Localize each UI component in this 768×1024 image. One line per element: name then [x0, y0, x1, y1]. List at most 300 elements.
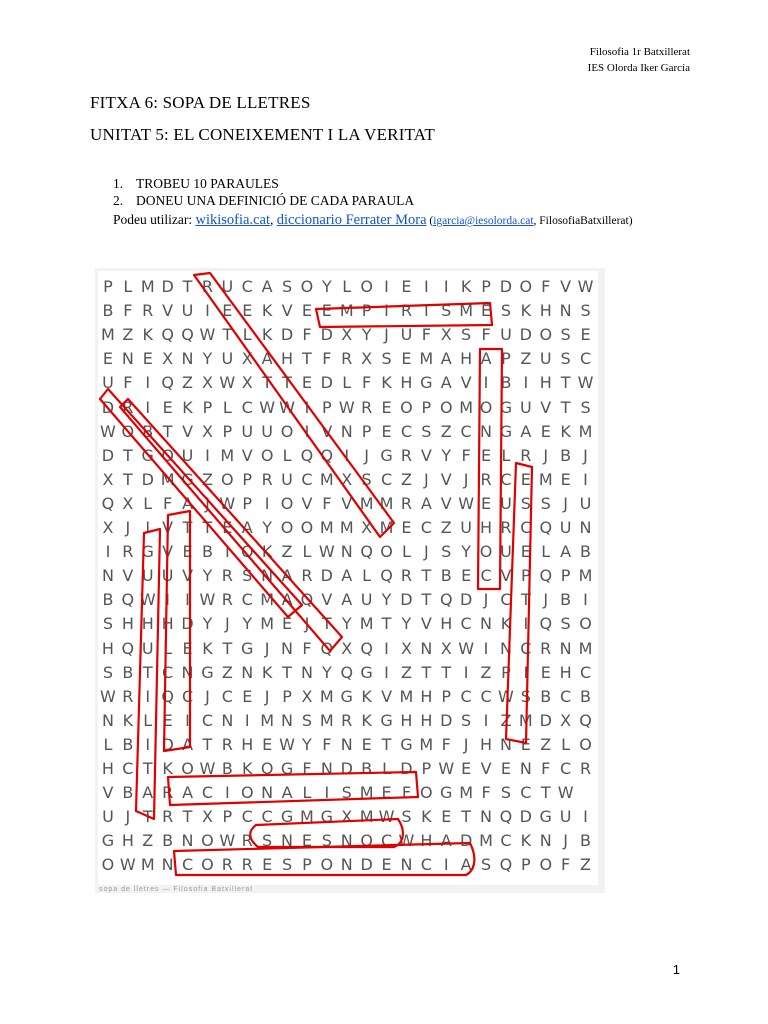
grid-letter: N: [281, 831, 294, 851]
grid-letter: M: [578, 566, 593, 586]
grid-letter: B: [122, 783, 134, 803]
grid-letter: C: [500, 590, 512, 610]
grid-letter: L: [501, 445, 511, 465]
grid-letter: I: [185, 710, 190, 730]
grid-letter: P: [322, 397, 332, 417]
grid-letter: Z: [400, 469, 412, 489]
grid-letter: A: [440, 349, 452, 369]
grid-letter: N: [281, 710, 294, 730]
grid-letter: X: [400, 638, 412, 658]
grid-letter: J: [364, 445, 369, 465]
grid-letter: I: [145, 397, 151, 417]
grid-letter: B: [560, 590, 572, 610]
grid-letter: S: [421, 421, 432, 441]
grid-letter: U: [141, 566, 154, 586]
grid-letter: N: [181, 831, 194, 851]
grid-letter: Q: [499, 807, 513, 827]
grid-letter: O: [439, 397, 453, 417]
grid-letter: D: [400, 590, 413, 610]
grid-letter: I: [344, 445, 350, 465]
grid-letter: Y: [381, 590, 392, 610]
grid-letter: C: [122, 759, 134, 778]
grid-letter: N: [101, 566, 114, 586]
grid-letter: Z: [580, 855, 592, 875]
grid-letter: E: [401, 277, 412, 296]
grid-letter: C: [579, 349, 592, 369]
grid-letter: R: [221, 855, 233, 875]
grid-letter: P: [222, 807, 233, 827]
grid-letter: O: [181, 759, 194, 778]
grid-letter: F: [123, 301, 133, 321]
grid-letter: G: [539, 807, 552, 827]
grid-letter: K: [560, 421, 571, 441]
grid-letter: O: [320, 855, 334, 875]
grid-letter: U: [181, 445, 194, 465]
puzzle-credit: sopa de lletres — Filosofia Batxillerat: [99, 886, 254, 893]
grid-letter: M: [319, 469, 334, 489]
grid-letter: I: [145, 734, 151, 754]
grid-letter: B: [201, 542, 213, 562]
grid-letter: T: [262, 373, 273, 393]
grid-letter: V: [321, 421, 333, 441]
grid-letter: J: [423, 542, 429, 562]
grid-letter: P: [501, 349, 511, 369]
grid-letter: M: [260, 590, 275, 610]
grid-letter: I: [583, 469, 588, 489]
grid-letter: O: [240, 783, 254, 803]
grid-letter: M: [101, 325, 115, 345]
grid-letter: Z: [142, 831, 154, 851]
grid-letter: E: [401, 349, 412, 369]
grid-letter: S: [341, 783, 352, 803]
grid-letter: R: [361, 397, 373, 417]
grid-letter: R: [142, 301, 154, 321]
grid-letter: M: [260, 614, 275, 634]
grid-letter: D: [499, 277, 513, 296]
grid-letter: G: [360, 662, 373, 682]
grid-letter: Q: [101, 493, 115, 513]
grid-letter: S: [500, 783, 512, 803]
grid-letter: F: [441, 734, 451, 754]
grid-letter: O: [260, 445, 274, 465]
grid-letter: N: [181, 349, 194, 369]
grid-letter: W: [398, 831, 415, 851]
grid-letter: Z: [122, 325, 134, 345]
grid-letter: U: [500, 493, 512, 513]
grid-letter: N: [559, 638, 572, 658]
grid-letter: U: [102, 373, 114, 393]
grid-letter: I: [145, 518, 151, 537]
grid-letter: J: [205, 493, 210, 513]
grid-letter: B: [122, 662, 134, 682]
grid-letter: W: [139, 590, 156, 610]
grid-letter: C: [520, 638, 532, 658]
grid-letter: S: [540, 493, 551, 513]
grid-letter: Q: [539, 614, 553, 634]
grid-letter: C: [241, 807, 253, 827]
grid-letter: G: [280, 759, 294, 778]
grid-letter: D: [161, 734, 174, 754]
grid-letter: V: [440, 469, 452, 489]
grid-letter: M: [319, 710, 334, 730]
grid-letter: K: [122, 710, 134, 730]
grid-letter: M: [379, 493, 394, 513]
grid-letter: R: [400, 445, 412, 465]
grid-letter: T: [421, 590, 432, 610]
grid-letter: P: [441, 686, 452, 706]
grid-letter: A: [420, 493, 432, 513]
grid-letter: R: [579, 759, 592, 778]
grid-letter: L: [362, 566, 372, 586]
grid-letter: E: [242, 301, 253, 321]
grid-letter: W: [199, 759, 216, 778]
grid-letter: N: [340, 734, 353, 754]
grid-letter: A: [182, 734, 194, 754]
grid-letter: H: [101, 759, 114, 778]
grid-letter: I: [384, 301, 389, 321]
grid-letter: T: [222, 638, 233, 658]
grid-letter: Y: [461, 542, 472, 562]
grid-letter: P: [302, 855, 312, 875]
grid-letter: I: [423, 277, 429, 296]
grid-letter: B: [162, 831, 174, 851]
grid-letter: L: [143, 493, 153, 513]
grid-letter: F: [481, 325, 491, 345]
grid-letter: V: [182, 421, 194, 441]
grid-letter: Q: [320, 445, 334, 465]
grid-letter: W: [219, 493, 236, 513]
grid-letter: X: [201, 421, 213, 441]
grid-letter: M: [160, 469, 175, 489]
grid-letter: E: [540, 421, 551, 441]
grid-letter: W: [557, 783, 574, 803]
grid-letter: P: [521, 855, 531, 875]
ferrater-mora-link[interactable]: diccionario Ferrater Mora: [276, 212, 427, 228]
grid-letter: E: [441, 807, 452, 827]
grid-letter: R: [122, 397, 134, 417]
grid-letter: Y: [321, 277, 332, 296]
grid-letter: S: [560, 349, 571, 369]
contact-rest: , FilosofiaBatxillerat): [533, 215, 633, 227]
grid-letter: S: [580, 397, 591, 417]
grid-letter: R: [122, 542, 134, 562]
grid-letter: O: [420, 783, 433, 803]
grid-letter: G: [141, 445, 154, 465]
grid-letter: F: [322, 734, 332, 754]
grid-letter: J: [384, 325, 389, 345]
grid-letter: A: [440, 373, 452, 393]
grid-letter: R: [400, 493, 412, 513]
grid-letter: A: [560, 542, 572, 562]
grid-letter: H: [101, 638, 114, 658]
grid-letter: F: [401, 783, 412, 803]
header-course: Filosofia 1r Batxillerat: [589, 46, 690, 58]
grid-letter: R: [201, 277, 213, 296]
grid-letter: S: [480, 855, 492, 875]
grid-letter: X: [102, 469, 114, 489]
grid-letter: L: [302, 783, 312, 803]
grid-letter: P: [242, 493, 253, 513]
grid-letter: E: [381, 397, 392, 417]
grid-letter: O: [479, 397, 493, 417]
grid-letter: S: [580, 301, 591, 321]
grid-letter: C: [241, 277, 253, 296]
grid-letter: D: [101, 445, 115, 465]
grid-letter: U: [261, 421, 273, 441]
grid-letter: F: [163, 493, 173, 513]
grid-letter: C: [500, 469, 512, 489]
grid-letter: K: [520, 831, 532, 851]
grid-letter: C: [400, 421, 413, 441]
grid-letter: E: [142, 349, 153, 369]
instruction-number: 2.: [113, 193, 124, 208]
grid-letter: P: [361, 421, 372, 441]
grid-letter: O: [539, 855, 553, 875]
grid-letter: A: [261, 349, 273, 369]
grid-letter: V: [460, 373, 472, 393]
resources-prefix: Podeu utilizar:: [113, 212, 196, 227]
grid-letter: I: [224, 542, 230, 562]
grid-letter: C: [201, 783, 214, 803]
grid-letter: Y: [262, 518, 273, 537]
grid-letter: R: [241, 831, 253, 851]
grid-letter: H: [241, 734, 254, 754]
grid-letter: J: [543, 445, 549, 465]
grid-letter: N: [340, 542, 353, 562]
grid-letter: D: [181, 614, 194, 634]
grid-letter: M: [359, 614, 374, 634]
grid-letter: L: [342, 277, 352, 296]
grid-letter: I: [304, 397, 310, 417]
grid-letter: J: [463, 469, 469, 489]
grid-letter: P: [242, 469, 253, 489]
grid-letter: F: [302, 325, 312, 345]
grid-letter: S: [560, 614, 571, 634]
grid-letter: V: [321, 590, 333, 610]
grid-letter: E: [262, 855, 273, 875]
grid-letter: Y: [361, 325, 372, 345]
resources-contact: [427, 215, 633, 227]
grid-letter: I: [583, 590, 588, 610]
grid-letter: C: [520, 783, 532, 803]
grid-letter: Z: [500, 710, 512, 730]
grid-letter: D: [320, 373, 333, 393]
grid-letter: H: [141, 614, 154, 634]
grid-letter: E: [500, 759, 511, 778]
grid-letter: G: [141, 542, 154, 562]
grid-letter: E: [540, 662, 551, 682]
grid-letter: N: [221, 710, 234, 730]
grid-letter: L: [382, 759, 391, 778]
grid-letter: A: [480, 349, 492, 369]
grid-letter: U: [141, 638, 154, 658]
grid-letter: E: [301, 831, 312, 851]
grid-letter: J: [304, 614, 310, 634]
grid-letter: T: [441, 662, 452, 682]
grid-letter: F: [322, 493, 332, 513]
grid-letter: U: [221, 349, 234, 369]
grid-letter: T: [321, 614, 332, 634]
grid-letter: L: [302, 542, 312, 562]
grid-letter: E: [222, 518, 233, 537]
grid-letter: N: [340, 831, 353, 851]
grid-letter: C: [460, 614, 472, 634]
grid-letter: D: [440, 710, 453, 730]
grid-letter: H: [121, 614, 134, 634]
grid-letter: Q: [380, 566, 393, 586]
grid-letter: F: [541, 277, 551, 296]
grid-letter: L: [401, 542, 411, 562]
instruction-list: [113, 175, 414, 209]
grid-letter: P: [421, 759, 432, 778]
grid-letter: S: [560, 325, 571, 345]
grid-letter: E: [480, 445, 492, 465]
grid-letter: N: [539, 831, 552, 851]
grid-letter: S: [520, 686, 531, 706]
grid-letter: L: [222, 397, 232, 417]
grid-letter: O: [280, 493, 294, 513]
grid-letter: X: [361, 349, 373, 369]
grid-letter: Q: [579, 710, 592, 730]
grid-letter: J: [224, 614, 230, 634]
grid-letter: T: [142, 807, 153, 827]
grid-letter: O: [539, 325, 553, 345]
grid-letter: N: [300, 662, 313, 682]
grid-letter: E: [381, 421, 392, 441]
grid-letter: V: [420, 614, 432, 634]
grid-letter: U: [559, 518, 572, 537]
grid-letter: T: [182, 277, 193, 296]
grid-letter: V: [480, 759, 492, 778]
grid-letter: C: [241, 590, 253, 610]
grid-letter: W: [438, 759, 455, 778]
grid-letter: X: [241, 373, 253, 393]
grid-letter: L: [541, 542, 551, 562]
grid-letter: H: [121, 831, 134, 851]
grid-letter: H: [281, 349, 294, 369]
grid-letter: M: [359, 807, 374, 827]
grid-letter: I: [384, 662, 389, 682]
grid-letter: X: [201, 807, 213, 827]
grid-letter: M: [260, 710, 275, 730]
grid-letter: D: [360, 855, 373, 875]
grid-letter: Q: [360, 638, 373, 658]
grid-letter: M: [140, 277, 155, 296]
grid-letter: Q: [121, 638, 135, 658]
grid-letter: X: [440, 325, 452, 345]
grid-letter: A: [281, 783, 293, 803]
grid-letter: Y: [441, 445, 452, 465]
grid-letter: I: [224, 783, 230, 803]
grid-letter: M: [359, 493, 374, 513]
grid-letter: Q: [539, 518, 553, 537]
grid-letter: I: [483, 638, 489, 658]
grid-letter: D: [280, 325, 294, 345]
grid-letter: M: [419, 349, 434, 369]
grid-letter: D: [539, 710, 552, 730]
grid-letter: O: [300, 518, 314, 537]
email-link[interactable]: igarcia@iesolorda.cat: [433, 215, 534, 227]
grid-letter: F: [561, 855, 571, 875]
grid-letter: T: [202, 734, 213, 754]
grid-letter: V: [540, 397, 552, 417]
grid-letter: J: [125, 807, 131, 827]
grid-letter: I: [145, 373, 151, 393]
grid-letter: O: [280, 518, 294, 537]
grid-letter: I: [423, 301, 429, 321]
grid-letter: R: [162, 807, 174, 827]
grid-letter: E: [381, 855, 392, 875]
grid-letter: K: [261, 325, 273, 345]
grid-letter: Z: [400, 662, 412, 682]
grid-letter: V: [281, 301, 293, 321]
wikisofia-link[interactable]: wikisofia.cat: [195, 212, 270, 228]
contact-open: (: [426, 215, 434, 227]
grid-letter: L: [342, 373, 352, 393]
grid-letter: Y: [242, 614, 253, 634]
grid-letter: M: [578, 638, 593, 658]
resources-separator: ,: [269, 212, 277, 227]
grid-letter: G: [440, 783, 453, 803]
grid-letter: T: [282, 662, 292, 682]
grid-letter: B: [122, 734, 134, 754]
grid-letter: M: [220, 445, 235, 465]
grid-letter: Y: [401, 614, 412, 634]
grid-letter: I: [483, 373, 489, 393]
grid-letter: L: [282, 445, 292, 465]
grid-letter: H: [440, 614, 453, 634]
grid-letter: E: [480, 493, 492, 513]
grid-letter: I: [304, 421, 310, 441]
grid-letter: O: [260, 759, 274, 778]
grid-letter: B: [102, 590, 114, 610]
grid-letter: B: [540, 686, 552, 706]
grid-letter: W: [199, 590, 216, 610]
grid-letter: T: [122, 445, 133, 465]
grid-letter: W: [100, 686, 116, 706]
grid-letter: C: [480, 566, 492, 586]
grid-letter: K: [261, 301, 273, 321]
grid-letter: C: [520, 518, 532, 537]
grid-letter: H: [559, 662, 572, 682]
grid-letter: M: [359, 783, 374, 803]
grid-letter: N: [320, 759, 333, 778]
grid-letter: N: [480, 421, 493, 441]
grid-letter: X: [241, 349, 253, 369]
grid-letter: K: [261, 542, 273, 562]
grid-letter: V: [560, 277, 572, 296]
grid-letter: J: [543, 590, 549, 610]
grid-letter: E: [301, 301, 312, 321]
grid-letter: F: [302, 759, 312, 778]
grid-letter: U: [519, 397, 532, 417]
grid-letter: B: [221, 759, 233, 778]
grid-letter: O: [519, 277, 533, 296]
grid-letter: K: [500, 614, 512, 634]
grid-letter: R: [480, 469, 492, 489]
grid-letter: G: [241, 638, 254, 658]
grid-letter: Y: [302, 734, 312, 754]
grid-letter: V: [341, 493, 353, 513]
grid-letter: F: [461, 445, 471, 465]
grid-letter: T: [182, 518, 193, 537]
grid-letter: N: [579, 518, 592, 537]
grid-letter: Q: [360, 542, 373, 562]
grid-letter: X: [162, 349, 174, 369]
grid-letter: V: [420, 445, 432, 465]
grid-letter: S: [361, 469, 372, 489]
grid-letter: I: [105, 542, 111, 562]
